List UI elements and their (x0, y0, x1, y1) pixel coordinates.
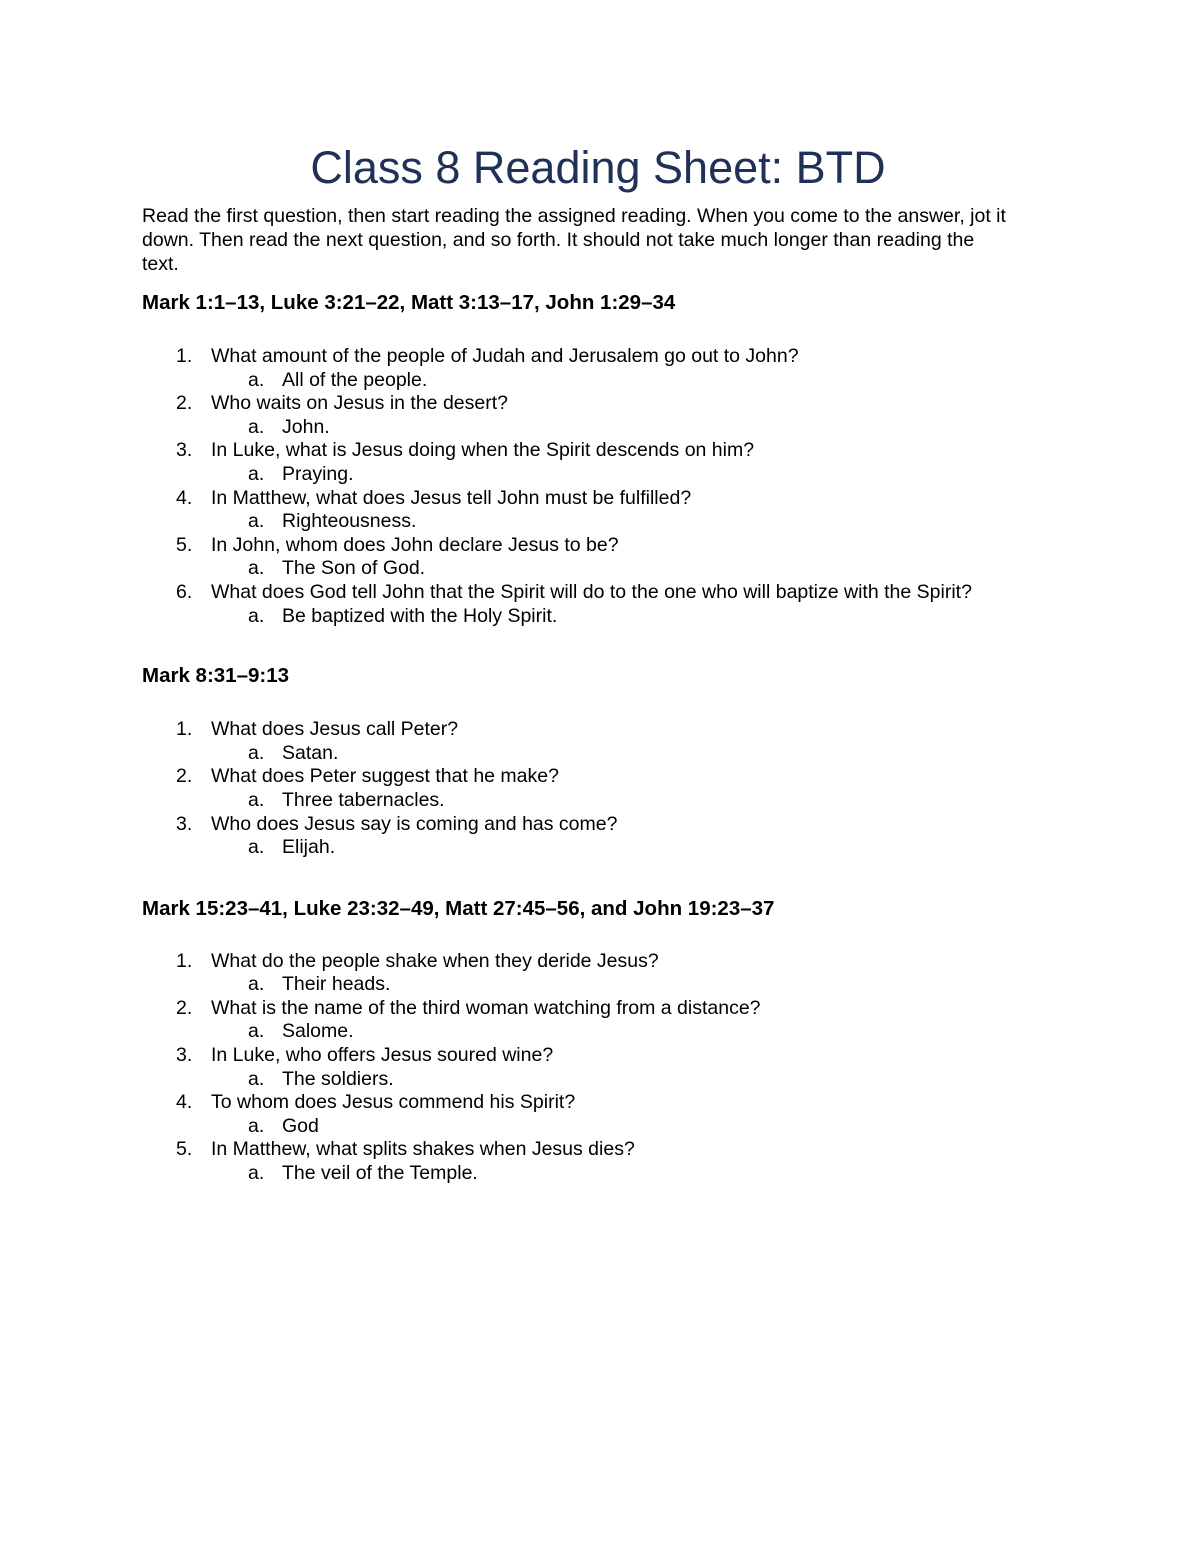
question-number: 4. (176, 486, 193, 509)
question-item (142, 1044, 1062, 1091)
question-list (142, 718, 1062, 860)
answer-item (142, 510, 1062, 534)
answer-text: Satan. (282, 741, 339, 764)
question-item (142, 392, 1062, 439)
answer-item (142, 1020, 1062, 1044)
question-number: 1. (176, 718, 193, 741)
question-number: 3. (176, 1044, 193, 1067)
question-text: In Luke, what is Jesus doing when the Spirit descends on him? (211, 439, 755, 462)
answer-letter: a. (248, 1020, 265, 1043)
answer-text: Three tabernacles. (282, 788, 445, 811)
answer-text: Be baptized with the Holy Spirit. (282, 604, 558, 627)
question-item (142, 534, 1062, 581)
question-item (142, 813, 1062, 860)
answer-letter: a. (248, 557, 265, 580)
question-number: 4. (176, 1091, 193, 1114)
answer-letter: a. (248, 1114, 265, 1137)
answer-text: The soldiers. (282, 1067, 394, 1090)
question-number: 2. (176, 765, 193, 788)
section-heading: Mark 8:31–9:13 (142, 664, 290, 688)
answer-letter: a. (248, 1162, 265, 1185)
question-number: 3. (176, 439, 193, 462)
question-item (142, 1138, 1062, 1185)
question-number: 1. (176, 345, 193, 367)
question-item (142, 581, 1062, 628)
answer-letter: a. (248, 510, 265, 533)
document-page (142, 140, 1062, 1186)
answer-item (142, 836, 1062, 860)
intro-line: down. Then read the next question, and so forth. It should not take much longer than reading the (142, 229, 975, 251)
question-number: 2. (176, 996, 193, 1019)
question-number: 2. (176, 392, 193, 415)
answer-item (142, 557, 1062, 581)
question-text: Who does Jesus say is coming and has come? (211, 812, 618, 835)
question-number: 5. (176, 1138, 193, 1161)
question-list (142, 345, 1062, 628)
question-text: In Matthew, what does Jesus tell John must be fulfilled? (211, 486, 692, 509)
answer-text: Praying. (282, 462, 354, 485)
question-text: In Luke, who offers Jesus soured wine? (211, 1044, 554, 1067)
answer-letter: a. (248, 788, 265, 811)
answer-item (142, 605, 1062, 629)
section-heading: Mark 15:23–41, Luke 23:32–49, Matt 27:45–56, and John 19:23–37 (142, 896, 775, 920)
answer-item (142, 369, 1062, 393)
question-text: To whom does Jesus commend his Spirit? (211, 1091, 576, 1114)
answer-letter: a. (248, 604, 265, 627)
question-item (142, 345, 1062, 392)
answer-item (142, 463, 1062, 487)
question-text: What does Jesus call Peter? (211, 718, 459, 741)
answer-letter: a. (248, 368, 265, 391)
answer-item (142, 1068, 1062, 1092)
question-item (142, 439, 1062, 486)
section-heading: Mark 1:1–13, Luke 3:21–22, Matt 3:13–17, John 1:29–34 (142, 291, 676, 314)
page-title: Class 8 Reading Sheet: BTD (310, 142, 886, 193)
answer-item (142, 789, 1062, 813)
question-item (142, 997, 1062, 1044)
question-text: What does Peter suggest that he make? (211, 765, 559, 788)
answer-item (142, 416, 1062, 440)
answer-text: Righteousness. (282, 510, 417, 533)
intro-paragraph (142, 204, 1062, 276)
answer-item (142, 1162, 1062, 1186)
question-item (142, 718, 1062, 765)
question-number: 3. (176, 812, 193, 835)
question-text: In John, whom does John declare Jesus to be? (211, 533, 619, 556)
question-item (142, 1091, 1062, 1138)
answer-item (142, 973, 1062, 997)
answer-text: God (282, 1114, 319, 1137)
answer-text: The Son of God. (282, 557, 426, 580)
reading-section (142, 664, 1062, 860)
question-number: 1. (176, 949, 193, 972)
answer-item (142, 742, 1062, 766)
answer-text: Salome. (282, 1020, 354, 1043)
question-text: Who waits on Jesus in the desert? (211, 392, 508, 415)
answer-text: All of the people. (282, 368, 428, 391)
answer-letter: a. (248, 1067, 265, 1090)
answer-text: The veil of the Temple. (282, 1162, 478, 1185)
question-text: What do the people shake when they deride Jesus? (211, 949, 659, 972)
answer-letter: a. (248, 741, 265, 764)
question-list (142, 950, 1062, 1186)
answer-text: Their heads. (282, 973, 391, 996)
answer-text: John. (282, 415, 330, 438)
question-text: What amount of the people of Judah and Jerusalem go out to John? (211, 345, 799, 367)
reading-section (142, 291, 1062, 628)
answer-item (142, 1115, 1062, 1139)
question-item (142, 765, 1062, 812)
question-text: What does God tell John that the Spirit will do to the one who will baptize with the Spirit? (211, 580, 972, 603)
question-number: 6. (176, 580, 193, 603)
question-number: 5. (176, 533, 193, 556)
question-item (142, 487, 1062, 534)
intro-line: Read the first question, then start reading the assigned reading. When you come to the answer, jot it (142, 205, 1006, 227)
answer-text: Elijah. (282, 836, 336, 859)
intro-line: text. (142, 253, 179, 275)
answer-letter: a. (248, 836, 265, 859)
question-text: In Matthew, what splits shakes when Jesus dies? (211, 1138, 635, 1161)
question-text: What is the name of the third woman watching from a distance? (211, 996, 761, 1019)
question-item (142, 950, 1062, 997)
reading-section (142, 897, 1062, 1186)
answer-letter: a. (248, 462, 265, 485)
answer-letter: a. (248, 973, 265, 996)
answer-letter: a. (248, 415, 265, 438)
